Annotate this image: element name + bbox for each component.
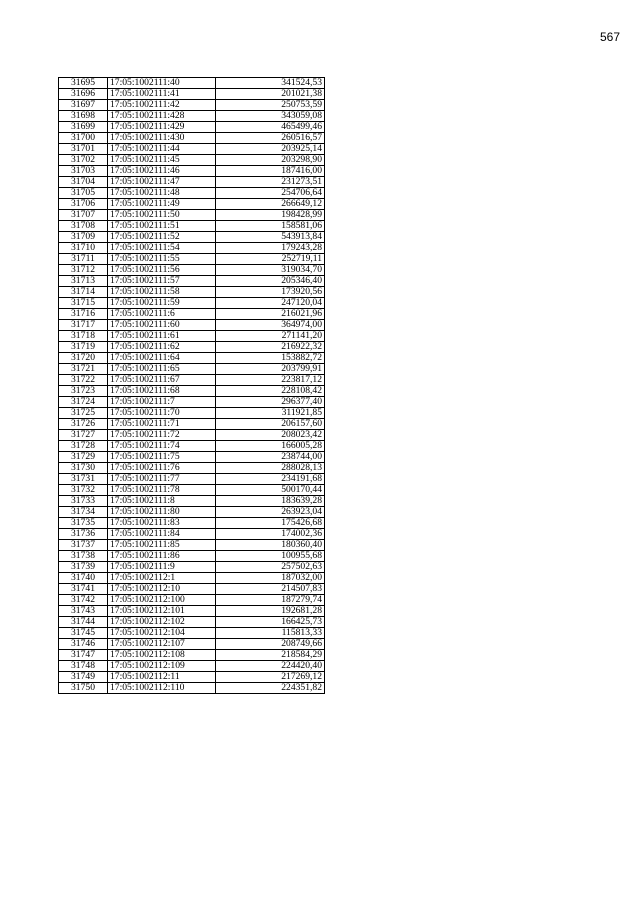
row-number-cell: 31721 (59, 364, 108, 375)
table-row (59, 529, 325, 540)
value-cell: 208023,42 (216, 430, 325, 441)
table-row (59, 485, 325, 496)
cadastral-number-cell: 17:05:1002111:44 (108, 144, 216, 155)
table-row (59, 606, 325, 617)
row-number-cell: 31736 (59, 529, 108, 540)
table-row (59, 650, 325, 661)
table-row (59, 551, 325, 562)
row-number-cell: 31717 (59, 320, 108, 331)
cadastral-number-cell: 17:05:1002111:428 (108, 111, 216, 122)
row-number-cell: 31733 (59, 496, 108, 507)
table-row (59, 375, 325, 386)
cadastral-number-cell: 17:05:1002111:70 (108, 408, 216, 419)
table-row (59, 243, 325, 254)
cadastral-number-cell: 17:05:1002111:80 (108, 507, 216, 518)
row-number-cell: 31725 (59, 408, 108, 419)
cadastral-number-cell: 17:05:1002111:48 (108, 188, 216, 199)
row-number-cell: 31722 (59, 375, 108, 386)
row-number-cell: 31737 (59, 540, 108, 551)
value-cell: 257502,63 (216, 562, 325, 573)
cadastral-number-cell: 17:05:1002111:58 (108, 287, 216, 298)
row-number-cell: 31695 (59, 78, 108, 89)
value-cell: 158581,06 (216, 221, 325, 232)
cadastral-number-cell: 17:05:1002111:47 (108, 177, 216, 188)
cadastral-number-cell: 17:05:1002112:109 (108, 661, 216, 672)
value-cell: 166005,28 (216, 441, 325, 452)
value-cell: 247120,04 (216, 298, 325, 309)
row-number-cell: 31747 (59, 650, 108, 661)
value-cell: 296377,40 (216, 397, 325, 408)
table-row (59, 562, 325, 573)
row-number-cell: 31696 (59, 89, 108, 100)
row-number-cell: 31704 (59, 177, 108, 188)
table-row (59, 309, 325, 320)
value-cell: 217269,12 (216, 672, 325, 683)
cadastral-number-cell: 17:05:1002111:52 (108, 232, 216, 243)
value-cell: 288028,13 (216, 463, 325, 474)
table-row (59, 419, 325, 430)
value-cell: 254706,64 (216, 188, 325, 199)
row-number-cell: 31742 (59, 595, 108, 606)
value-cell: 179243,28 (216, 243, 325, 254)
cadastral-number-cell: 17:05:1002111:54 (108, 243, 216, 254)
table-row (59, 639, 325, 650)
row-number-cell: 31712 (59, 265, 108, 276)
table-row (59, 628, 325, 639)
cadastral-number-cell: 17:05:1002111:8 (108, 496, 216, 507)
table-row (59, 342, 325, 353)
value-cell: 263923,04 (216, 507, 325, 518)
row-number-cell: 31707 (59, 210, 108, 221)
row-number-cell: 31711 (59, 254, 108, 265)
row-number-cell: 31728 (59, 441, 108, 452)
value-cell: 364974,00 (216, 320, 325, 331)
cadastral-number-cell: 17:05:1002112:1 (108, 573, 216, 584)
cadastral-number-cell: 17:05:1002111:50 (108, 210, 216, 221)
row-number-cell: 31716 (59, 309, 108, 320)
row-number-cell: 31715 (59, 298, 108, 309)
row-number-cell: 31713 (59, 276, 108, 287)
table-row (59, 89, 325, 100)
cadastral-number-cell: 17:05:1002111:57 (108, 276, 216, 287)
cadastral-number-cell: 17:05:1002112:108 (108, 650, 216, 661)
table-body (59, 78, 325, 694)
cadastral-number-cell: 17:05:1002111:7 (108, 397, 216, 408)
value-cell: 500170,44 (216, 485, 325, 496)
row-number-cell: 31709 (59, 232, 108, 243)
cadastral-number-cell: 17:05:1002111:55 (108, 254, 216, 265)
table-row (59, 298, 325, 309)
table-row (59, 210, 325, 221)
cadastral-number-cell: 17:05:1002111:56 (108, 265, 216, 276)
table-row (59, 254, 325, 265)
cadastral-number-cell: 17:05:1002111:83 (108, 518, 216, 529)
table-row (59, 397, 325, 408)
value-cell: 311921,85 (216, 408, 325, 419)
value-cell: 260516,57 (216, 133, 325, 144)
value-cell: 201021,38 (216, 89, 325, 100)
row-number-cell: 31714 (59, 287, 108, 298)
table-row (59, 540, 325, 551)
table-row (59, 232, 325, 243)
value-cell: 187279,74 (216, 595, 325, 606)
cadastral-number-cell: 17:05:1002111:46 (108, 166, 216, 177)
value-cell: 205346,40 (216, 276, 325, 287)
value-cell: 214507,83 (216, 584, 325, 595)
cadastral-number-cell: 17:05:1002111:77 (108, 474, 216, 485)
row-number-cell: 31701 (59, 144, 108, 155)
row-number-cell: 31706 (59, 199, 108, 210)
value-cell: 223817,12 (216, 375, 325, 386)
value-cell: 166425,73 (216, 617, 325, 628)
table-row (59, 287, 325, 298)
table-row (59, 661, 325, 672)
value-cell: 206157,60 (216, 419, 325, 430)
table-row (59, 672, 325, 683)
row-number-cell: 31730 (59, 463, 108, 474)
value-cell: 180360,40 (216, 540, 325, 551)
row-number-cell: 31710 (59, 243, 108, 254)
cadastral-number-cell: 17:05:1002111:76 (108, 463, 216, 474)
row-number-cell: 31724 (59, 397, 108, 408)
row-number-cell: 31702 (59, 155, 108, 166)
value-cell: 187416,00 (216, 166, 325, 177)
cadastral-number-cell: 17:05:1002111:64 (108, 353, 216, 364)
value-cell: 341524,53 (216, 78, 325, 89)
cadastral-number-cell: 17:05:1002111:72 (108, 430, 216, 441)
row-number-cell: 31750 (59, 683, 108, 694)
row-number-cell: 31732 (59, 485, 108, 496)
table-row (59, 188, 325, 199)
row-number-cell: 31745 (59, 628, 108, 639)
cadastral-number-cell: 17:05:1002111:74 (108, 441, 216, 452)
value-cell: 203799,91 (216, 364, 325, 375)
cadastral-number-cell: 17:05:1002111:61 (108, 331, 216, 342)
value-cell: 203925,14 (216, 144, 325, 155)
table-row (59, 430, 325, 441)
table-row (59, 617, 325, 628)
table-row (59, 595, 325, 606)
cadastral-number-cell: 17:05:1002111:67 (108, 375, 216, 386)
cadastral-number-cell: 17:05:1002111:40 (108, 78, 216, 89)
row-number-cell: 31731 (59, 474, 108, 485)
value-cell: 203298,90 (216, 155, 325, 166)
cadastral-number-cell: 17:05:1002111:71 (108, 419, 216, 430)
row-number-cell: 31738 (59, 551, 108, 562)
cadastral-number-cell: 17:05:1002112:10 (108, 584, 216, 595)
table-row (59, 452, 325, 463)
cadastral-number-cell: 17:05:1002111:84 (108, 529, 216, 540)
cadastral-number-cell: 17:05:1002112:11 (108, 672, 216, 683)
table-row (59, 166, 325, 177)
row-number-cell: 31729 (59, 452, 108, 463)
value-cell: 543913,84 (216, 232, 325, 243)
cadastral-value-table (58, 77, 325, 694)
cadastral-number-cell: 17:05:1002111:78 (108, 485, 216, 496)
cadastral-number-cell: 17:05:1002111:60 (108, 320, 216, 331)
value-cell: 224351,82 (216, 683, 325, 694)
row-number-cell: 31744 (59, 617, 108, 628)
row-number-cell: 31708 (59, 221, 108, 232)
table-row (59, 441, 325, 452)
value-cell: 216021,96 (216, 309, 325, 320)
table-row (59, 353, 325, 364)
value-cell: 234191,68 (216, 474, 325, 485)
row-number-cell: 31727 (59, 430, 108, 441)
value-cell: 216922,32 (216, 342, 325, 353)
table-row (59, 584, 325, 595)
row-number-cell: 31749 (59, 672, 108, 683)
cadastral-number-cell: 17:05:1002111:51 (108, 221, 216, 232)
cadastral-number-cell: 17:05:1002111:59 (108, 298, 216, 309)
cadastral-number-cell: 17:05:1002111:6 (108, 309, 216, 320)
cadastral-number-cell: 17:05:1002111:42 (108, 100, 216, 111)
row-number-cell: 31719 (59, 342, 108, 353)
cadastral-number-cell: 17:05:1002112:101 (108, 606, 216, 617)
value-cell: 115813,33 (216, 628, 325, 639)
row-number-cell: 31734 (59, 507, 108, 518)
cadastral-number-cell: 17:05:1002111:9 (108, 562, 216, 573)
value-cell: 250753,59 (216, 100, 325, 111)
cadastral-number-cell: 17:05:1002111:65 (108, 364, 216, 375)
table-row (59, 155, 325, 166)
cadastral-number-cell: 17:05:1002112:104 (108, 628, 216, 639)
value-cell: 173920,56 (216, 287, 325, 298)
row-number-cell: 31741 (59, 584, 108, 595)
cadastral-number-cell: 17:05:1002111:68 (108, 386, 216, 397)
table-row (59, 122, 325, 133)
table-row (59, 111, 325, 122)
cadastral-number-cell: 17:05:1002111:45 (108, 155, 216, 166)
value-cell: 271141,20 (216, 331, 325, 342)
cadastral-number-cell: 17:05:1002111:430 (108, 133, 216, 144)
table-row (59, 199, 325, 210)
row-number-cell: 31740 (59, 573, 108, 584)
table-row (59, 507, 325, 518)
row-number-cell: 31705 (59, 188, 108, 199)
value-cell: 224420,40 (216, 661, 325, 672)
row-number-cell: 31703 (59, 166, 108, 177)
value-cell: 192681,28 (216, 606, 325, 617)
value-cell: 252719,11 (216, 254, 325, 265)
value-cell: 198428,99 (216, 210, 325, 221)
table-row (59, 133, 325, 144)
table-row (59, 364, 325, 375)
value-cell: 100955,68 (216, 551, 325, 562)
table-row (59, 221, 325, 232)
row-number-cell: 31726 (59, 419, 108, 430)
value-cell: 266649,12 (216, 199, 325, 210)
value-cell: 187032,00 (216, 573, 325, 584)
table-row (59, 320, 325, 331)
value-cell: 238744,00 (216, 452, 325, 463)
row-number-cell: 31723 (59, 386, 108, 397)
cadastral-number-cell: 17:05:1002112:102 (108, 617, 216, 628)
cadastral-number-cell: 17:05:1002112:100 (108, 595, 216, 606)
table-row (59, 496, 325, 507)
table-row (59, 408, 325, 419)
value-cell: 465499,46 (216, 122, 325, 133)
table-row (59, 474, 325, 485)
value-cell: 153882,72 (216, 353, 325, 364)
row-number-cell: 31735 (59, 518, 108, 529)
row-number-cell: 31697 (59, 100, 108, 111)
cadastral-number-cell: 17:05:1002111:75 (108, 452, 216, 463)
page-number: 567 (599, 30, 620, 44)
table-row (59, 683, 325, 694)
value-cell: 175426,68 (216, 518, 325, 529)
row-number-cell: 31699 (59, 122, 108, 133)
table-row (59, 386, 325, 397)
value-cell: 231273,51 (216, 177, 325, 188)
value-cell: 228108,42 (216, 386, 325, 397)
table-row (59, 276, 325, 287)
value-cell: 208749,66 (216, 639, 325, 650)
row-number-cell: 31743 (59, 606, 108, 617)
table-row (59, 78, 325, 89)
row-number-cell: 31746 (59, 639, 108, 650)
table-row (59, 573, 325, 584)
cadastral-number-cell: 17:05:1002111:49 (108, 199, 216, 210)
row-number-cell: 31700 (59, 133, 108, 144)
value-cell: 343059,08 (216, 111, 325, 122)
cadastral-number-cell: 17:05:1002111:429 (108, 122, 216, 133)
value-cell: 174002,36 (216, 529, 325, 540)
cadastral-number-cell: 17:05:1002112:107 (108, 639, 216, 650)
value-cell: 218584,29 (216, 650, 325, 661)
row-number-cell: 31739 (59, 562, 108, 573)
value-cell: 319034,70 (216, 265, 325, 276)
table-row (59, 331, 325, 342)
value-cell: 183639,28 (216, 496, 325, 507)
table-row (59, 177, 325, 188)
table-row (59, 265, 325, 276)
row-number-cell: 31748 (59, 661, 108, 672)
cadastral-number-cell: 17:05:1002111:86 (108, 551, 216, 562)
row-number-cell: 31698 (59, 111, 108, 122)
table-row (59, 463, 325, 474)
table-row (59, 100, 325, 111)
row-number-cell: 31718 (59, 331, 108, 342)
cadastral-number-cell: 17:05:1002112:110 (108, 683, 216, 694)
cadastral-number-cell: 17:05:1002111:41 (108, 89, 216, 100)
row-number-cell: 31720 (59, 353, 108, 364)
table-row (59, 518, 325, 529)
cadastral-number-cell: 17:05:1002111:85 (108, 540, 216, 551)
cadastral-number-cell: 17:05:1002111:62 (108, 342, 216, 353)
table-row (59, 144, 325, 155)
